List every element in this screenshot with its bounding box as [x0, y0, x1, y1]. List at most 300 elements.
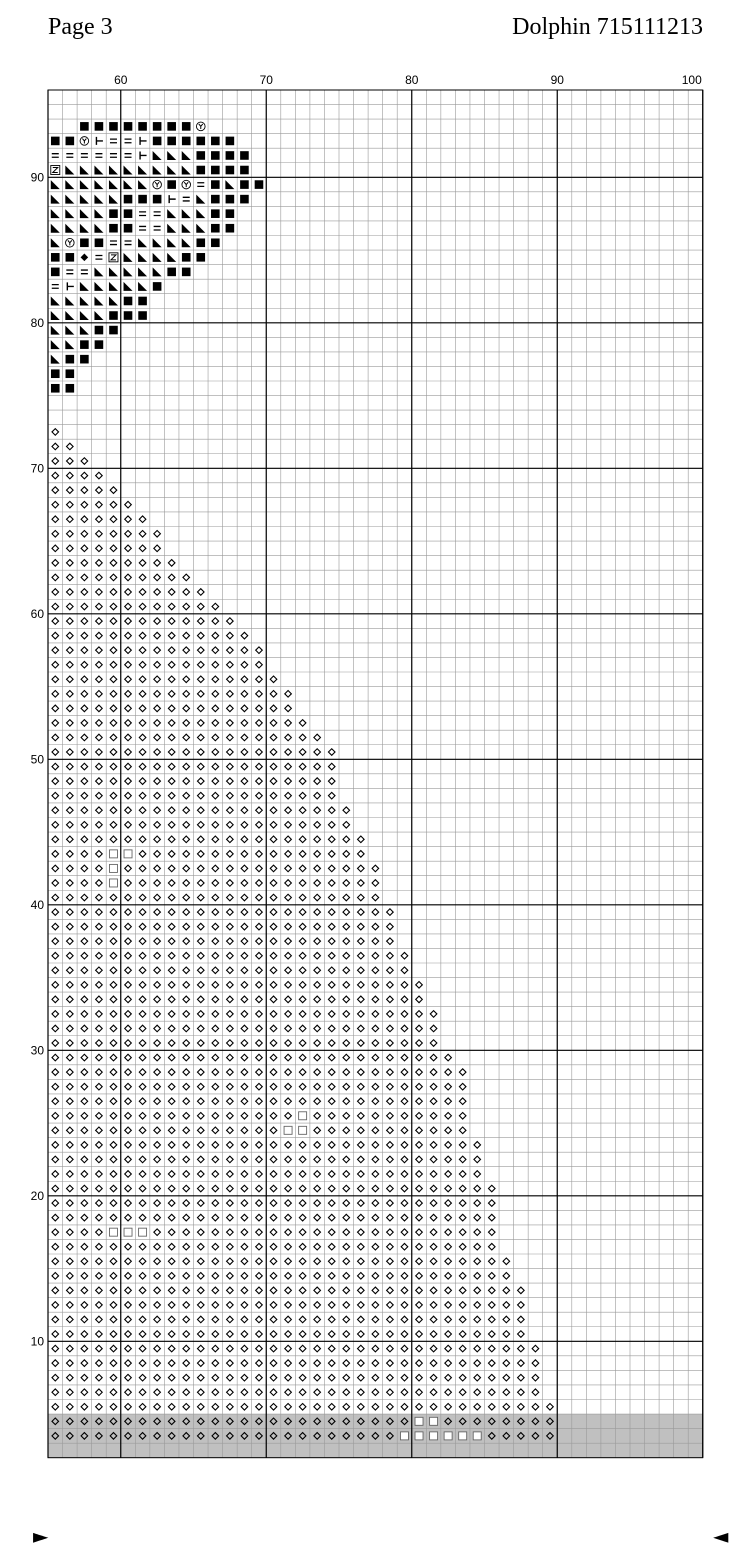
- stitch-diamond: [227, 618, 234, 625]
- stitch-diamond: [125, 1302, 132, 1309]
- stitch-diamond: [212, 1258, 219, 1265]
- stitch-diamond: [212, 1331, 219, 1338]
- stitch-diamond: [430, 1200, 437, 1207]
- stitch-diamond: [52, 1200, 59, 1207]
- stitch-diamond: [256, 952, 263, 959]
- stitch-diamond: [314, 1142, 321, 1149]
- stitch-diamond: [183, 836, 190, 843]
- stitch-diamond: [416, 1200, 423, 1207]
- stitch-diamond: [168, 1112, 175, 1119]
- stitch-diamond: [168, 807, 175, 814]
- stitch-diamond: [227, 1054, 234, 1061]
- stitch-diamond: [52, 836, 59, 843]
- stitch-diamond: [328, 1331, 335, 1338]
- stitch-diamond: [372, 894, 379, 901]
- stitch-filled-square: [226, 137, 235, 146]
- stitch-diamond: [328, 792, 335, 799]
- stitch-diamond: [212, 1025, 219, 1032]
- stitch-diamond: [285, 1389, 292, 1396]
- stitch-diamond: [52, 1243, 59, 1250]
- stitch-diamond: [256, 996, 263, 1003]
- stitch-diamond: [285, 923, 292, 930]
- stitch-diamond: [445, 1374, 452, 1381]
- stitch-diamond: [125, 1083, 132, 1090]
- stitch-diamond: [197, 734, 204, 741]
- stitch-diamond: [52, 982, 59, 989]
- next-page-arrow-icon[interactable]: ►: [33, 1524, 49, 1548]
- stitch-diamond: [183, 1185, 190, 1192]
- stitch-diamond: [387, 1127, 394, 1134]
- stitch-filled-square: [196, 238, 205, 247]
- stitch-diamond: [343, 952, 350, 959]
- stitch-diamond: [212, 894, 219, 901]
- stitch-diamond: [532, 1374, 539, 1381]
- stitch-diamond: [110, 720, 117, 727]
- stitch-diamond: [96, 691, 103, 698]
- stitch-diamond: [168, 763, 175, 770]
- stitch-diamond: [445, 1156, 452, 1163]
- stitch-diamond: [401, 1374, 408, 1381]
- stitch-diamond: [314, 967, 321, 974]
- stitch-diamond: [110, 734, 117, 741]
- stitch-diamond: [81, 647, 88, 654]
- stitch-diamond: [358, 1258, 365, 1265]
- stitch-diamond: [416, 1011, 423, 1018]
- stitch-diamond: [67, 661, 74, 668]
- stitch-diamond: [96, 1331, 103, 1338]
- stitch-diamond: [183, 1374, 190, 1381]
- stitch-diamond: [96, 938, 103, 945]
- stitch-diamond: [52, 501, 59, 508]
- stitch-diamond: [314, 1171, 321, 1178]
- stitch-diamond: [125, 792, 132, 799]
- stitch-diamond: [314, 1345, 321, 1352]
- stitch-diamond: [401, 1243, 408, 1250]
- stitch-diamond: [67, 545, 74, 552]
- stitch-filled-square: [240, 166, 249, 175]
- stitch-diamond: [125, 1331, 132, 1338]
- stitch-diamond: [416, 1127, 423, 1134]
- stitch-diamond: [197, 618, 204, 625]
- stitch-triangle: [182, 238, 191, 247]
- stitch-diamond: [96, 865, 103, 872]
- stitch-diamond: [328, 836, 335, 843]
- stitch-diamond: [416, 1273, 423, 1280]
- stitch-diamond: [299, 1200, 306, 1207]
- x-tick-label: 80: [405, 73, 419, 87]
- stitch-diamond: [67, 603, 74, 610]
- stitch-diamond: [183, 894, 190, 901]
- stitch-diamond: [314, 734, 321, 741]
- stitch-diamond: [168, 1200, 175, 1207]
- stitch-diamond: [168, 1142, 175, 1149]
- stitch-diamond: [96, 1360, 103, 1367]
- stitch-diamond: [110, 501, 117, 508]
- stitch-diamond: [212, 705, 219, 712]
- stitch-diamond: [81, 1389, 88, 1396]
- stitch-diamond: [430, 1142, 437, 1149]
- stitch-diamond: [503, 1389, 510, 1396]
- stitch-diamond: [256, 865, 263, 872]
- stitch-diamond: [285, 909, 292, 916]
- prev-page-arrow-icon[interactable]: ◄: [713, 1524, 729, 1548]
- stitch-diamond: [459, 1273, 466, 1280]
- stitch-diamond: [212, 618, 219, 625]
- stitch-diamond: [52, 1098, 59, 1105]
- stitch-diamond: [299, 1025, 306, 1032]
- stitch-filled-square: [167, 268, 176, 277]
- stitch-diamond: [81, 923, 88, 930]
- stitch-diamond: [445, 1054, 452, 1061]
- stitch-diamond: [445, 1345, 452, 1352]
- stitch-diamond: [139, 1142, 146, 1149]
- stitch-diamond: [358, 1040, 365, 1047]
- y-tick-label: 70: [30, 461, 44, 476]
- stitch-diamond: [372, 1229, 379, 1236]
- stitch-diamond: [81, 1214, 88, 1221]
- stitch-diamond: [52, 734, 59, 741]
- stitch-diamond: [227, 1345, 234, 1352]
- stitch-diamond: [314, 996, 321, 1003]
- stitch-diamond: [52, 632, 59, 639]
- stitch-diamond: [445, 1069, 452, 1076]
- stitch-diamond: [197, 1331, 204, 1338]
- stitch-diamond: [227, 1403, 234, 1410]
- stitch-diamond: [430, 1083, 437, 1090]
- stitch-diamond: [154, 1025, 161, 1032]
- stitch-diamond: [52, 530, 59, 537]
- stitch-diamond: [168, 560, 175, 567]
- stitch-diamond: [125, 967, 132, 974]
- stitch-diamond: [168, 1040, 175, 1047]
- stitch-diamond: [445, 1171, 452, 1178]
- stitch-diamond: [168, 851, 175, 858]
- stitch-diamond: [67, 1331, 74, 1338]
- stitch-diamond: [197, 661, 204, 668]
- stitch-diamond: [314, 952, 321, 959]
- stitch-diamond: [197, 1258, 204, 1265]
- stitch-diamond: [168, 1273, 175, 1280]
- stitch-diamond: [183, 1316, 190, 1323]
- stitch-diamond: [197, 982, 204, 989]
- stitch-diamond: [183, 1214, 190, 1221]
- stitch-diamond: [96, 1142, 103, 1149]
- stitch-diamond: [358, 1112, 365, 1119]
- stitch-diamond: [139, 618, 146, 625]
- stitch-diamond: [270, 778, 277, 785]
- stitch-diamond: [52, 1142, 59, 1149]
- stitch-diamond: [387, 1243, 394, 1250]
- stitch-diamond: [358, 938, 365, 945]
- stitch-diamond: [52, 1083, 59, 1090]
- stitch-triangle: [109, 166, 118, 175]
- stitch-diamond: [314, 1127, 321, 1134]
- stitch-diamond: [52, 1185, 59, 1192]
- stitch-diamond: [256, 909, 263, 916]
- stitch-diamond: [358, 1054, 365, 1061]
- stitch-diamond: [256, 661, 263, 668]
- stitch-diamond: [168, 603, 175, 610]
- stitch-diamond: [96, 1258, 103, 1265]
- stitch-triangle: [94, 195, 103, 204]
- stitch-diamond: [125, 1200, 132, 1207]
- stitch-diamond: [52, 851, 59, 858]
- stitch-diamond: [154, 880, 161, 887]
- stitch-diamond: [125, 938, 132, 945]
- stitch-diamond: [212, 1287, 219, 1294]
- stitch-diamond: [387, 952, 394, 959]
- stitch-diamond: [285, 1054, 292, 1061]
- stitch-symbols: [51, 122, 554, 1440]
- stitch-diamond: [314, 821, 321, 828]
- stitch-diamond: [256, 1142, 263, 1149]
- stitch-diamond: [197, 1200, 204, 1207]
- stitch-diamond: [299, 1069, 306, 1076]
- stitch-diamond: [197, 589, 204, 596]
- stitch-diamond: [125, 1403, 132, 1410]
- stitch-diamond: [285, 1098, 292, 1105]
- stitch-diamond: [154, 1360, 161, 1367]
- stitch-diamond: [125, 763, 132, 770]
- stitch-triangle: [138, 282, 147, 291]
- stitch-diamond: [372, 1374, 379, 1381]
- stitch-diamond: [401, 1389, 408, 1396]
- stitch-diamond: [270, 1040, 277, 1047]
- stitch-diamond: [241, 1040, 248, 1047]
- stitch-diamond: [197, 821, 204, 828]
- stitch-diamond: [154, 734, 161, 741]
- stitch-diamond: [314, 792, 321, 799]
- stitch-diamond: [212, 1229, 219, 1236]
- stitch-diamond: [96, 1083, 103, 1090]
- stitch-diamond: [299, 1040, 306, 1047]
- stitch-diamond: [125, 734, 132, 741]
- stitch-diamond: [212, 603, 219, 610]
- stitch-diamond: [474, 1389, 481, 1396]
- stitch-triangle: [167, 209, 176, 218]
- stitch-t-bar: [96, 137, 103, 145]
- stitch-diamond: [139, 545, 146, 552]
- stitch-diamond: [67, 792, 74, 799]
- stitch-diamond: [227, 938, 234, 945]
- stitch-diamond: [343, 1302, 350, 1309]
- stitch-diamond: [197, 1302, 204, 1309]
- stitch-diamond: [81, 560, 88, 567]
- stitch-diamond: [139, 734, 146, 741]
- stitch-diamond: [96, 1025, 103, 1032]
- stitch-diamond: [285, 1011, 292, 1018]
- stitch-diamond: [81, 734, 88, 741]
- stitch-diamond: [110, 996, 117, 1003]
- stitch-diamond: [125, 676, 132, 683]
- stitch-diamond: [154, 1156, 161, 1163]
- stitch-diamond: [256, 1243, 263, 1250]
- stitch-diamond: [343, 1069, 350, 1076]
- stitch-diamond: [227, 880, 234, 887]
- stitch-diamond: [430, 1156, 437, 1163]
- stitch-diamond: [110, 1069, 117, 1076]
- stitch-diamond: [227, 967, 234, 974]
- stitch-diamond: [401, 1098, 408, 1105]
- stitch-diamond: [343, 1345, 350, 1352]
- stitch-equals: [183, 197, 190, 201]
- stitch-diamond: [183, 1112, 190, 1119]
- stitch-diamond: [299, 734, 306, 741]
- stitch-diamond: [110, 1112, 117, 1119]
- stitch-triangle: [65, 180, 74, 189]
- stitch-diamond: [168, 909, 175, 916]
- stitch-diamond: [168, 1214, 175, 1221]
- stitch-diamond: [256, 1011, 263, 1018]
- stitch-diamond: [110, 1243, 117, 1250]
- stitch-diamond: [343, 909, 350, 916]
- stitch-diamond: [285, 1360, 292, 1367]
- stitch-diamond: [343, 1171, 350, 1178]
- stitch-diamond: [270, 1185, 277, 1192]
- stitch-diamond: [197, 1243, 204, 1250]
- stitch-diamond: [110, 1185, 117, 1192]
- stitch-diamond: [212, 821, 219, 828]
- stitch-filled-square: [66, 355, 75, 364]
- stitch-diamond: [270, 1011, 277, 1018]
- stitch-diamond: [52, 472, 59, 479]
- stitch-diamond: [81, 1112, 88, 1119]
- stitch-diamond: [154, 1040, 161, 1047]
- stitch-diamond: [197, 894, 204, 901]
- stitch-filled-square: [182, 253, 191, 262]
- stitch-diamond: [241, 894, 248, 901]
- stitch-diamond: [358, 1316, 365, 1323]
- stitch-diamond: [110, 1011, 117, 1018]
- stitch-triangle: [153, 151, 162, 160]
- stitch-diamond: [518, 1316, 525, 1323]
- stitch-diamond: [358, 865, 365, 872]
- stitch-diamond: [197, 778, 204, 785]
- stitch-diamond: [154, 923, 161, 930]
- stitch-diamond: [299, 1214, 306, 1221]
- stitch-diamond: [328, 1229, 335, 1236]
- stitch-diamond: [154, 821, 161, 828]
- stitch-diamond: [125, 894, 132, 901]
- stitch-diamond: [459, 1258, 466, 1265]
- stitch-diamond: [125, 691, 132, 698]
- stitch-diamond: [445, 1403, 452, 1410]
- stitch-diamond: [96, 545, 103, 552]
- stitch-open-square: [139, 1228, 147, 1236]
- stitch-diamond: [168, 661, 175, 668]
- stitch-diamond: [372, 952, 379, 959]
- stitch-diamond: [81, 821, 88, 828]
- stitch-diamond: [183, 691, 190, 698]
- stitch-diamond: [401, 1156, 408, 1163]
- stitch-diamond: [81, 618, 88, 625]
- stitch-diamond: [67, 1345, 74, 1352]
- stitch-diamond: [96, 1403, 103, 1410]
- stitch-diamond: [139, 574, 146, 581]
- stitch-filled-square: [211, 209, 220, 218]
- stitch-diamond: [445, 1185, 452, 1192]
- stitch-diamond: [299, 1316, 306, 1323]
- stitch-diamond: [299, 1374, 306, 1381]
- stitch-diamond: [110, 691, 117, 698]
- stitch-diamond: [139, 1258, 146, 1265]
- stitch-diamond: [197, 1273, 204, 1280]
- stitch-diamond: [154, 560, 161, 567]
- stitch-diamond: [52, 1229, 59, 1236]
- stitch-diamond: [358, 1127, 365, 1134]
- stitch-diamond: [401, 1214, 408, 1221]
- stitch-diamond: [125, 1243, 132, 1250]
- stitch-diamond: [67, 574, 74, 581]
- stitch-diamond: [372, 1200, 379, 1207]
- stitch-diamond: [96, 1287, 103, 1294]
- stitch-diamond: [256, 778, 263, 785]
- stitch-filled-square: [211, 151, 220, 160]
- stitch-diamond: [67, 1214, 74, 1221]
- stitch-diamond: [212, 1214, 219, 1221]
- stitch-diamond: [401, 1069, 408, 1076]
- stitch-diamond: [285, 1025, 292, 1032]
- stitch-diamond: [328, 923, 335, 930]
- stitch-equals: [125, 154, 132, 158]
- stitch-diamond: [445, 1389, 452, 1396]
- stitch-diamond: [358, 982, 365, 989]
- stitch-diamond: [139, 1098, 146, 1105]
- stitch-diamond: [154, 1200, 161, 1207]
- stitch-diamond: [139, 1156, 146, 1163]
- stitch-diamond: [328, 1360, 335, 1367]
- stitch-diamond: [168, 967, 175, 974]
- stitch-triangle: [109, 282, 118, 291]
- stitch-diamond: [328, 1403, 335, 1410]
- stitch-diamond: [139, 982, 146, 989]
- stitch-diamond: [197, 1214, 204, 1221]
- stitch-diamond: [52, 909, 59, 916]
- stitch-diamond: [299, 909, 306, 916]
- stitch-diamond: [343, 1258, 350, 1265]
- stitch-diamond: [110, 632, 117, 639]
- stitch-diamond: [488, 1258, 495, 1265]
- stitch-diamond: [299, 1345, 306, 1352]
- stitch-diamond: [503, 1287, 510, 1294]
- stitch-diamond: [67, 1229, 74, 1236]
- stitch-diamond: [314, 1069, 321, 1076]
- stitch-diamond: [67, 618, 74, 625]
- stitch-diamond: [96, 1316, 103, 1323]
- stitch-diamond: [285, 982, 292, 989]
- stitch-diamond: [96, 1054, 103, 1061]
- stitch-diamond: [197, 720, 204, 727]
- stitch-diamond: [81, 763, 88, 770]
- stitch-diamond: [270, 1112, 277, 1119]
- stitch-triangle: [80, 180, 89, 189]
- stitch-diamond: [270, 851, 277, 858]
- stitch-diamond: [241, 880, 248, 887]
- stitch-diamond: [81, 458, 88, 465]
- stitch-triangle: [80, 224, 89, 233]
- stitch-diamond: [299, 763, 306, 770]
- stitch-diamond: [154, 661, 161, 668]
- stitch-filled-square: [153, 282, 162, 291]
- stitch-diamond: [358, 909, 365, 916]
- stitch-diamond: [81, 952, 88, 959]
- stitch-diamond: [358, 1142, 365, 1149]
- stitch-diamond: [459, 1243, 466, 1250]
- stitch-diamond: [67, 1258, 74, 1265]
- stitch-diamond: [52, 1403, 59, 1410]
- stitch-diamond: [270, 1025, 277, 1032]
- stitch-diamond: [183, 1011, 190, 1018]
